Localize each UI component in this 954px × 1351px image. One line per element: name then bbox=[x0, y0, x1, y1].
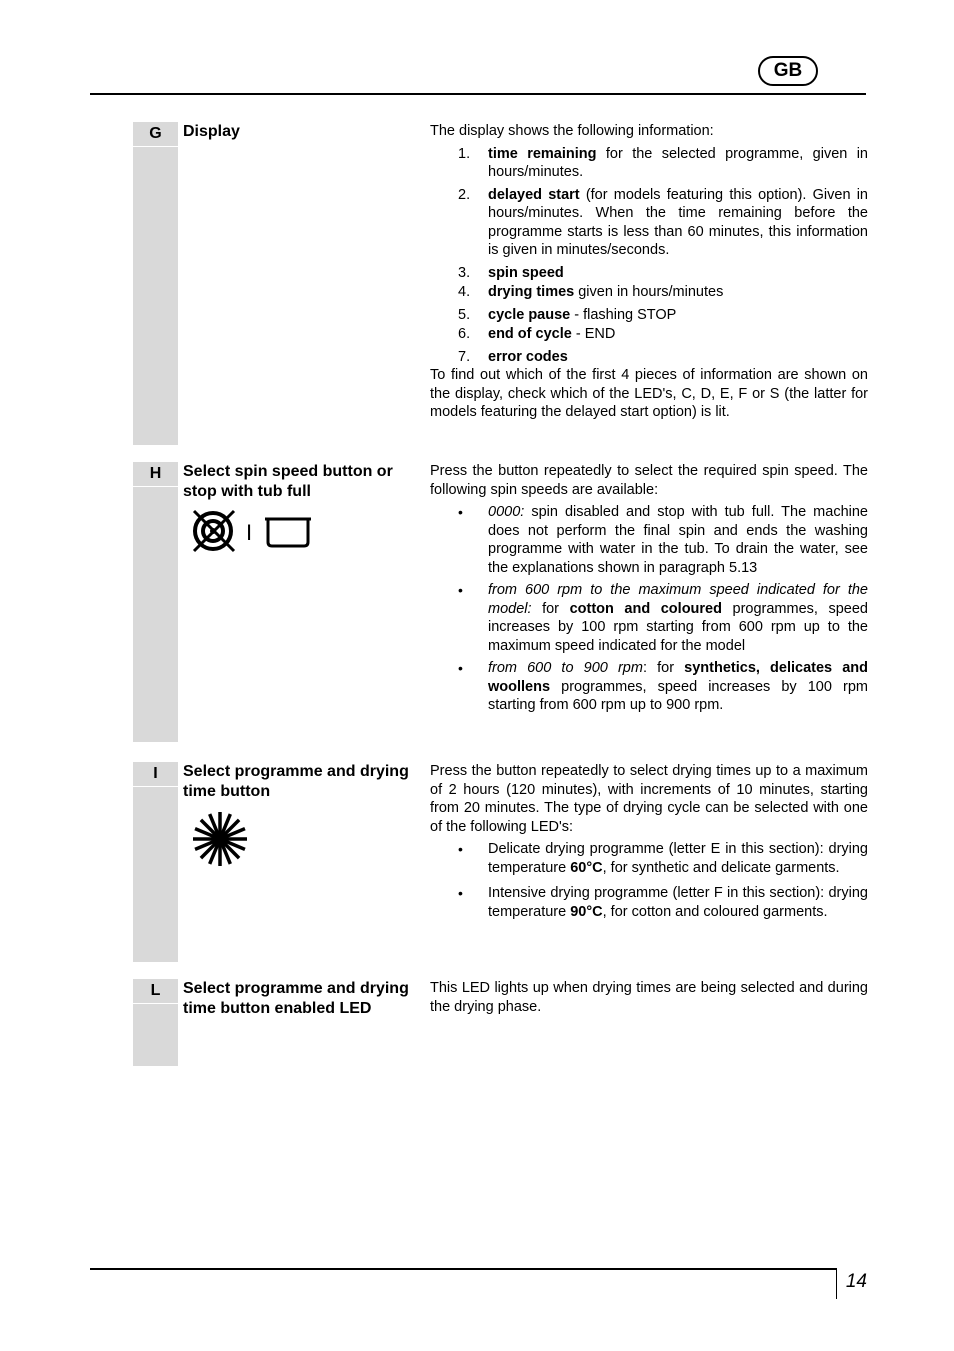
section-description bbox=[430, 122, 868, 422]
list-item: 5. cycle pause - flashing STOP bbox=[458, 306, 677, 323]
section-letter: H bbox=[133, 462, 178, 487]
led-description: This LED lights up when drying times are being selected and during the drying phase. bbox=[430, 980, 868, 1015]
drying-sun-icon bbox=[191, 810, 249, 873]
list-item: • from 600 to 900 rpm: for synthetics, delicates and woollens programmes, speed increases by 100 rpm starting from 600 rpm up to 900 rpm. bbox=[458, 660, 868, 713]
list-item: • from 600 rpm to the maximum speed indicated for the model: for cotton and coloured programmes, speed increases by 100 rpm starting from 600 rpm up to the maximum speed indicated for the model bbox=[458, 582, 868, 654]
top-divider bbox=[90, 93, 866, 95]
section-i bbox=[133, 762, 868, 962]
letter-column bbox=[133, 462, 178, 742]
list-item: • Intensive drying programme (letter F in this section): drying temperature 90°C, for cotton and coloured garments. bbox=[458, 885, 868, 920]
letter-column bbox=[133, 122, 178, 445]
list-item: • Delicate drying programme (letter E in this section): drying temperature 60°C, for synthetic and delicate garments. bbox=[458, 841, 868, 876]
section-h bbox=[133, 462, 868, 742]
spin-speed-list bbox=[430, 503, 868, 715]
section-letter: L bbox=[133, 979, 178, 1004]
section-g bbox=[133, 122, 868, 445]
intro-text: Press the button repeatedly to select the required spin speed. The following spin speeds are available: bbox=[430, 463, 868, 498]
sun-icon bbox=[191, 810, 249, 868]
list-item: 4. drying times given in hours/minutes bbox=[458, 284, 724, 300]
list-item: 3. spin speed bbox=[458, 264, 564, 281]
intro-text: Press the button repeatedly to select drying times up to a maximum of 2 hours (120 minutes), with increments of 10 minutes, starting from 20 minutes. The type of drying cycle can be selected with one of the following LED's: bbox=[430, 763, 868, 835]
list-item: 7. error codes bbox=[458, 348, 568, 365]
section-letter: G bbox=[133, 122, 178, 147]
section-description bbox=[430, 979, 868, 1016]
intro-text: The display shows the following information: bbox=[430, 123, 714, 139]
letter-column bbox=[133, 979, 178, 1066]
letter-column bbox=[133, 762, 178, 962]
no-spin-icon bbox=[188, 506, 318, 556]
section-title: Select programme and drying time button bbox=[183, 763, 409, 800]
icon-separator: I bbox=[246, 520, 253, 545]
language-badge: GB bbox=[758, 56, 818, 86]
drying-programme-list bbox=[430, 840, 868, 921]
list-item: 6. end of cycle - END bbox=[458, 326, 616, 342]
section-title: Select programme and drying time button enabled LED bbox=[183, 980, 409, 1017]
section-description bbox=[430, 462, 868, 719]
page-number: 14 bbox=[836, 1268, 867, 1299]
list-item: 1. time remaining for the selected programme, given in hours/minutes. bbox=[458, 145, 868, 180]
section-title: Display bbox=[183, 123, 240, 140]
section-title: Select spin speed button or stop with tub full bbox=[183, 463, 393, 500]
spin-stop-icons bbox=[188, 506, 318, 561]
bottom-divider bbox=[90, 1268, 836, 1270]
list-item: 2. delayed start (for models featuring this option). Given in hours/minutes. When the time remaining before the programme starts is less than 60 minutes, this information is given in minutes/seconds. bbox=[458, 186, 868, 258]
outro-text: To find out which of the first 4 pieces of information are shown on the display, check which of the LED's, C, D, E, F or S (the latter for models featuring the delayed start option) is lit. bbox=[430, 367, 868, 420]
section-l bbox=[133, 979, 868, 1066]
section-description bbox=[430, 762, 868, 925]
section-letter: I bbox=[133, 762, 178, 787]
list-item: • 0000: spin disabled and stop with tub full. The machine does not perform the final spin and ends the washing programme with water in the tub. To drain the water, see the explanations shown in paragraph 5.13 bbox=[458, 504, 868, 576]
display-info-list bbox=[430, 145, 868, 367]
